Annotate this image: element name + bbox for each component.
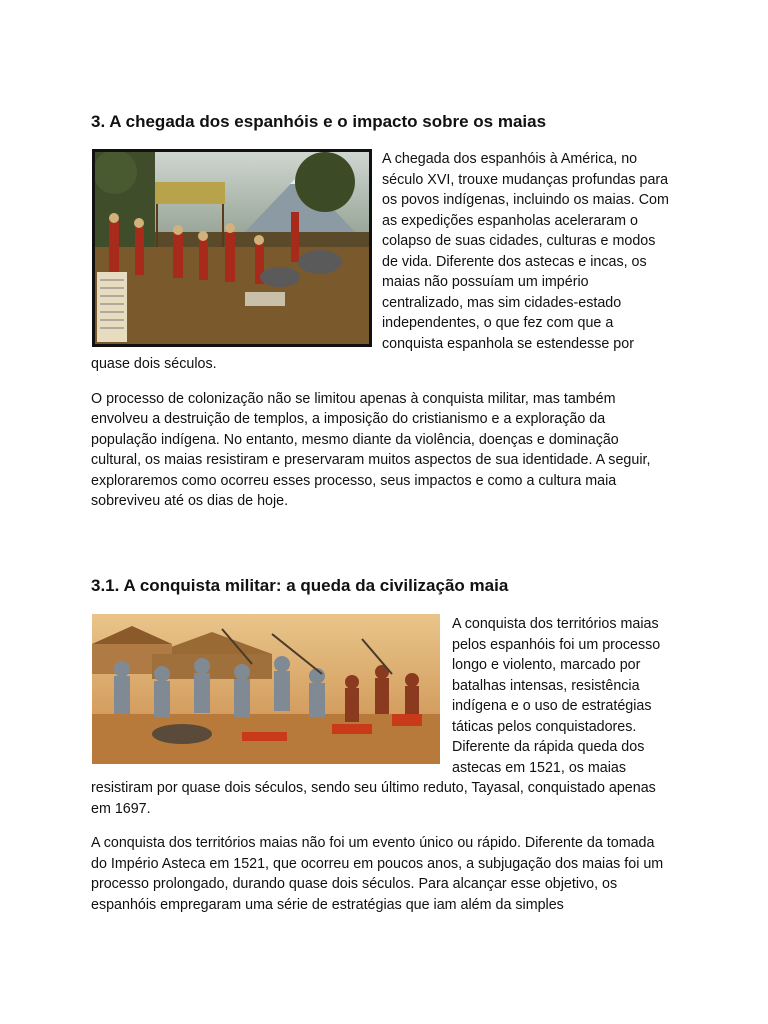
section1-paragraph-1: A chegada dos espanhóis à América, no século XVI, trouxe mudanças profundas para os povos indígenas, incluindo os maias. Com as expedições espanholas aceleraram o colapso de suas cidades, culturas e modos de vida. Diferente dos astecas e incas, os maias não possuíam um império centralizado, mas sim cidades-estado independentes, o que fez com que a conquista espanhola se estendesse por quase dois séculos.: [91, 151, 669, 372]
painting-meeting-illustration: [95, 152, 369, 344]
section2-paragraph-2: A conquista dos territórios maias não foi um evento único ou rápido. Diferente da tomada do Império Asteca em 1521, que ocorreu em poucos anos, a subjugação dos maias foi um processo prolongado, durando quase dois séculos. Para alcançar esse objetivo, os espanhóis empregaram uma série de estratégias que iam além da simples: [91, 835, 664, 913]
painting-battle-image: [92, 614, 440, 764]
section-heading-arrival: 3. A chegada dos espanhóis e o impacto sobre os maias: [91, 112, 547, 131]
section-heading-military-conquest: 3.1. A conquista militar: a queda da civilização maia: [91, 576, 509, 595]
section1-paragraph-2: O processo de colonização não se limitou apenas à conquista militar, mas também envolveu a destruição de templos, a imposição do cristianismo e a exploração da população indígena. No entanto, mesmo diante da violência, doenças e dominação cultural, os maias resistiram e preservaram muitos aspectos de sua identidade. A seguir, exploraremos como ocorreu esses processo, seus impactos e como a cultura maia sobreviveu até os dias de hoje.: [91, 390, 651, 509]
painting-meeting-image: [92, 149, 372, 347]
painting-battle-illustration: [92, 614, 440, 764]
section-body-military-conquest: [91, 614, 671, 915]
section-body-arrival: [91, 149, 671, 512]
section2-paragraph-1: A conquista dos territórios maias pelos espanhóis foi um processo longo e violento, marcado por batalhas intensas, resistência indígena e o uso de estratégias táticas pelos conquistadores. Diferente da rápida queda dos astecas em 1521, os maias resistiram por quase dois séculos, sendo seu último reduto, Tayasal, conquistado apenas em 1697.: [91, 616, 661, 817]
